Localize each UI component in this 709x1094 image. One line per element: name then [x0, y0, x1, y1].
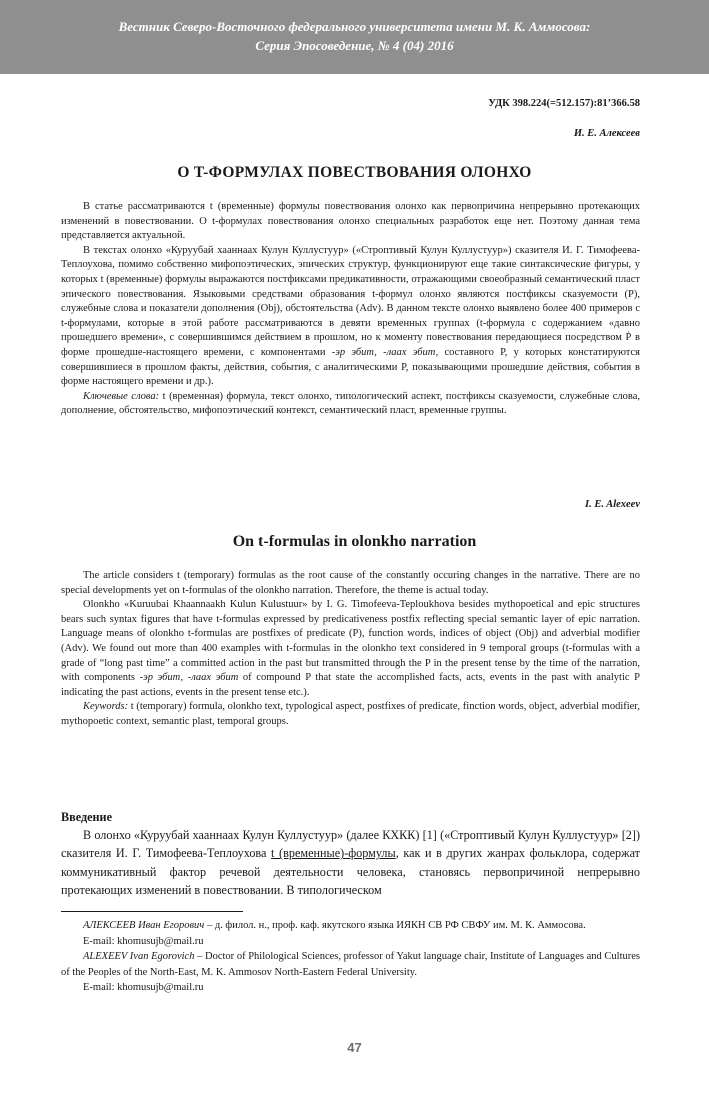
footnote-divider [61, 911, 243, 912]
footnote-ru-email: E-mail: khomusujb@mail.ru [83, 935, 204, 947]
introduction-heading: Введение [61, 810, 112, 824]
abstract-ru-paragraph-1: В статье рассматриваются t (временные) формулы повествования олонхо как первопричина непрерывно протекающих изменений в повествовании. О t-формулах повествования олонхо специальных разработок еще нет. Поэтому данная тема представляется актуальной. [61, 201, 640, 242]
footnote-en-name: ALEXEEV Ivan Egorovich [83, 951, 195, 962]
introduction-paragraph [61, 826, 640, 899]
intro-text-start: В олонхо «Куруубай хааннаах Кулун Куллустуур» (далее КХКК) [1] («Строптивый Кулун Куллустуур» [2]) сказителя И. Г. Тимофеева-Теплоухова [61, 828, 640, 861]
abstract-ru-p2-start: В текстах олонхо «Куруубай хааннаах Кулун Куллустуур» («Строптивый Кулун Куллустуур») сказителя И. Г. Тимофеева-Теплоухова, помимо собственно мифопоэтических, эпических структур, функционируют еще такие синтаксические фигуры, у которых t (временные) формулы выражаются постфиксами предикативности, отражающими своеобразный семантический пласт эпического повествования. Языковыми средствами образования t-формул олонхо являются постфиксы сказуемости (P), служебные слова и показатели дополнения (Obj), обстоятельства (Adv). В данном тексте олонхо выявлено более 400 примеров с t-формулами, которые в этой работе рассматриваются в девяти временных группах (t-формула с содержанием «давно прошедшего времени», с совершившимся действием в прошлом, но к моменту повествования передающиеся посредством Ṗ в форме прошедше-настоящего времени, с компонентами [61, 244, 640, 358]
author-ru: И. Е. Алексеев [573, 128, 640, 139]
keywords-ru-text: t (временная) формула, текст олонхо, типологический аспект, постфиксы сказуемости, служебные слова, дополнение, обстоятельство, мифопоэтический контекст, семантический пласт, временные группы. [61, 390, 640, 417]
footnote-ru-text: – д. филол. н., проф. каф. якутского языка ИЯКН СВ РФ СВФУ им. М. К. Аммосова. [206, 920, 586, 931]
article-title-ru: О T-ФОРМУЛАХ ПОВЕСТВОВАНИЯ ОЛОНХО [177, 164, 532, 181]
intro-text-end: , как и в других жанрах фольклора, содержат коммуникативный фактор речевой деятельности человека, становясь первопричиной непрерывно протекающих изменений в повествовании. В типологическом [61, 846, 640, 897]
introduction-section [61, 808, 640, 899]
footnote-en-email: E-mail: khomusujb@mail.ru [83, 982, 204, 993]
author-footnotes [61, 918, 640, 996]
abstract-en-p2-start: Olonkho «Kuruubai Khaannaakh Kulun Kulustuur» by I. G. Timofeeva-Teploukhova besides mythopoetical and epic structures bears such syntax figures that have t-formulas expressed by predicativeness postfix reflecting special semantic layer of epic narration. Language means of olonkho t-formulas are postfixes of predicate (P), function words, indices of object (Obj) and adverbial modifier (Adv). We found out more than 400 examples with t-formulas in the olonkho text considered in 9 temporal groups (t-formulas with a grade of “long past time” a committed action in the past but transmitted through the P in the present tense by the time of the narration, with components [61, 599, 640, 684]
abstract-ru-p2-italic: -эр эбит, -лаах эбит, [331, 346, 439, 358]
footnote-en [61, 949, 640, 980]
keywords-ru [61, 390, 640, 419]
abstract-en [61, 569, 640, 730]
article-title-en: On t-formulas in olonkho narration [232, 533, 477, 550]
udk-code: УДК 398.224(=512.157):81’366.58 [488, 98, 640, 109]
footnote-en-text: – Doctor of Philological Sciences, professor of Yakut language chair, Institute of Languages and Cultures of the Peoples of the North-East, M. K. Ammosov North-Eastern Federal University. [61, 951, 641, 978]
keywords-en [61, 700, 640, 729]
footnote-ru [61, 918, 640, 934]
keywords-en-label: Keywords: [83, 701, 129, 713]
keywords-en-text: t (temporary) formula, olonkho text, typological aspect, postfixes of predicate, finction words, object, adverbial modifier, mythopoetic context, semantic plast, temporal groups. [61, 701, 641, 727]
abstract-en-paragraph-1: The article considers t (temporary) formulas as the root cause of the constantly occuring changes in the narrative. There are no special developments yet on t-formulas of the olonkho narration. Therefore, the theme is actual today. [61, 570, 640, 596]
journal-series-line: Серия Эпосоведение, № 4 (04) 2016 [255, 38, 454, 53]
intro-underlined-term: t (временные)-формулы [271, 846, 396, 861]
page-number: 47 [347, 1040, 362, 1055]
abstract-ru-paragraph-2 [61, 244, 640, 390]
abstract-ru [61, 200, 640, 419]
journal-header [0, 0, 709, 74]
footnote-ru-name: АЛЕКСЕЕВ Иван Егорович [83, 920, 205, 931]
abstract-en-paragraph-2 [61, 598, 640, 700]
abstract-ru-p2-end: составного P, у которых констатируются совершившиеся в прошлом факты, действия, события, с аналитическими P, показывающими прошедшие действия, события в форме настоящего времени и др.). [61, 346, 641, 388]
abstract-en-p2-italic: -эр эбит, -лаах эбит [139, 672, 239, 684]
abstract-en-p2-end: of compound P that state the accomplished facts, acts, events in the past with analytic P indicating the past actions, events in the present tense etc.). [61, 672, 640, 698]
author-en: I. E. Alexeev [584, 499, 640, 510]
keywords-ru-label: Ключевые слова: [83, 390, 160, 402]
journal-title-line: Вестник Северо-Восточного федерального университета имени М. К. Аммосова: [118, 19, 591, 34]
